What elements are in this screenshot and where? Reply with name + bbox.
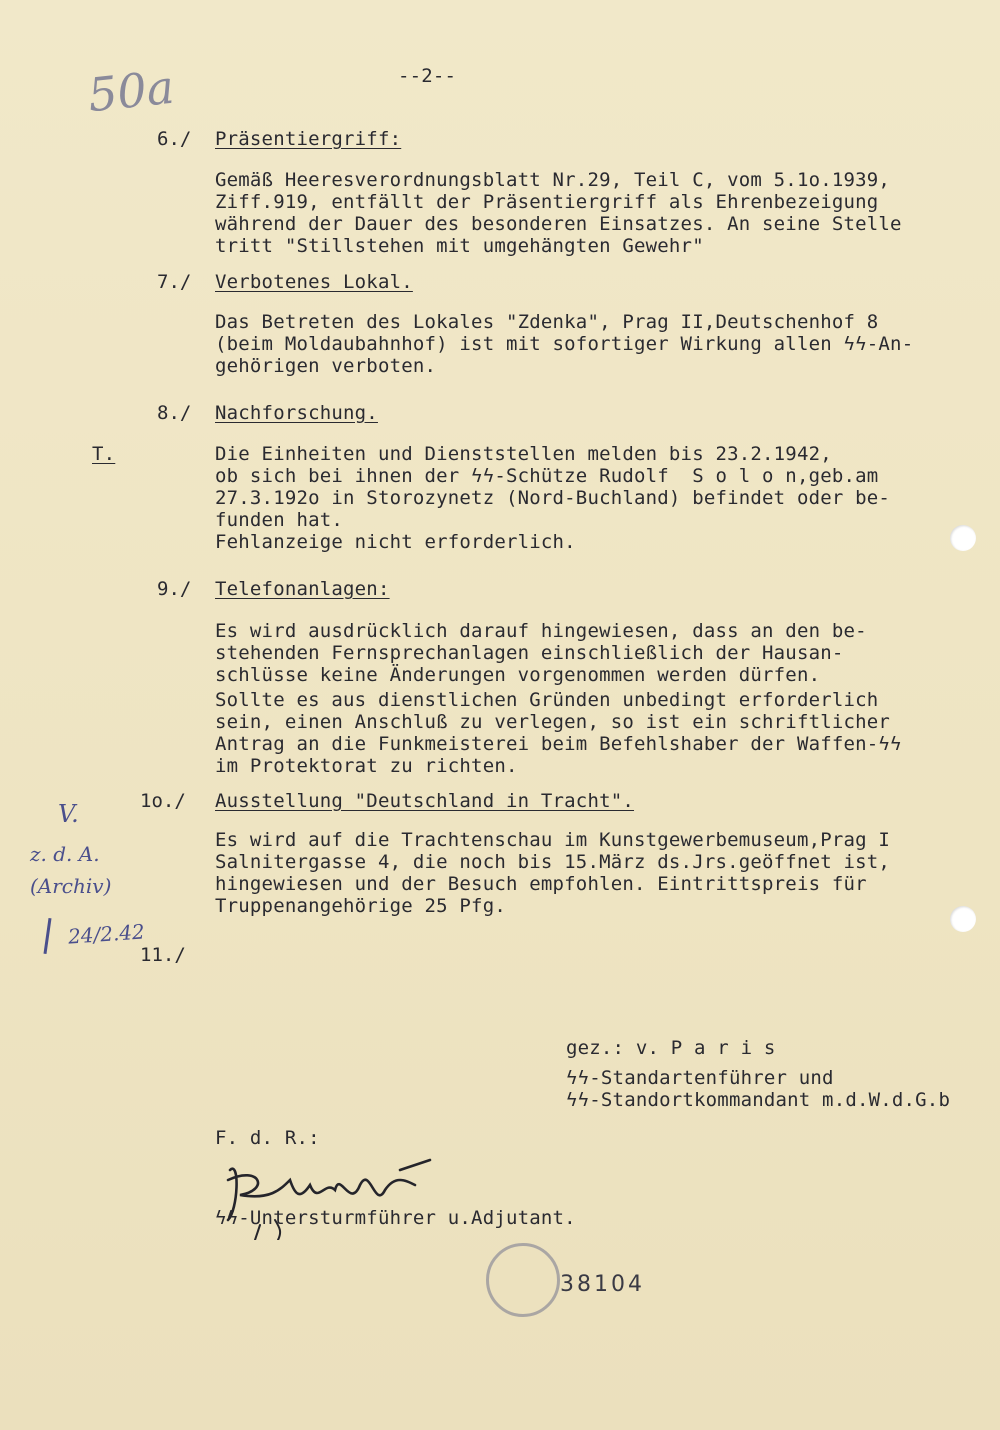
section-6-line-3: während der Dauer des besonderen Einsatzes. An seine Stelle xyxy=(215,213,902,235)
section-8-line-3: 27.3.192o in Storozynetz (Nord-Buchland) befindet oder be- xyxy=(215,487,891,509)
section-6-title: Präsentiergriff: xyxy=(215,128,402,150)
section-6-line-2: Ziff.919, entfällt der Präsentiergriff als Ehrenbezeigung xyxy=(215,191,879,213)
section-9-line-4: Sollte es aus dienstlichen Gründen unbedingt erforderlich xyxy=(215,689,879,711)
signature-line-rank: ϟϟ-Standartenführer und xyxy=(566,1067,834,1089)
archive-stamp-number: 38104 xyxy=(560,1272,645,1297)
section-9-line-5: sein, einen Anschluß zu verlegen, so ist ein schriftlicher xyxy=(215,711,891,733)
margin-note-date: 24/2.42 xyxy=(67,919,146,949)
section-10-line-4: Truppenangehörige 25 Pfg. xyxy=(215,895,506,917)
section-9-line-2: stehenden Fernsprechanlagen einschließlich der Hausan- xyxy=(215,642,844,664)
section-6-line-4: tritt "Stillstehen mit umgehängten Gewehr" xyxy=(215,235,704,257)
section-7-number: 7./ xyxy=(157,271,192,293)
section-10-line-2: Salnitergasse 4, die noch bis 15.März ds.Jrs.geöffnet ist, xyxy=(215,851,891,873)
section-7-title: Verbotenes Lokal. xyxy=(215,271,413,293)
section-9-line-6: Antrag an die Funkmeisterei beim Befehlshaber der Waffen-ϟϟ xyxy=(215,733,902,755)
section-9-number: 9./ xyxy=(157,578,192,600)
section-7-line-1: Das Betreten des Lokales "Zdenka", Prag II,Deutschenhof 8 xyxy=(215,311,879,333)
section-8-number: 8./ xyxy=(157,402,192,424)
section-6-number: 6./ xyxy=(157,128,192,150)
section-10-title: Ausstellung "Deutschland in Tracht". xyxy=(215,790,635,812)
section-8-marker: T. xyxy=(92,443,116,465)
archive-stamp xyxy=(486,1243,560,1317)
section-8-title: Nachforschung. xyxy=(215,402,378,424)
margin-note-archiv: (Archiv) xyxy=(30,874,112,898)
margin-note-zda: z. d. A. xyxy=(30,842,100,866)
section-9-line-7: im Protektorat zu richten. xyxy=(215,755,518,777)
section-10-line-1: Es wird auf die Trachtenschau im Kunstgewerbemuseum,Prag I xyxy=(215,829,891,851)
punch-hole-bottom xyxy=(950,906,976,932)
margin-note-bracket xyxy=(44,918,52,954)
section-8-line-1: Die Einheiten und Dienststellen melden bis 23.2.1942, xyxy=(215,443,832,465)
section-8-line-4: funden hat. xyxy=(215,509,344,531)
punch-hole-top xyxy=(950,525,976,551)
fdr-label: F. d. R.: xyxy=(215,1127,320,1149)
section-8-line-5: Fehlanzeige nicht erforderlich. xyxy=(215,531,576,553)
section-9-title: Telefonanlagen: xyxy=(215,578,390,600)
section-6-line-1: Gemäß Heeresverordnungsblatt Nr.29, Teil C, vom 5.1o.1939, xyxy=(215,169,891,191)
section-10-number: 1o./ xyxy=(140,790,186,812)
signature-line-title: ϟϟ-Standortkommandant m.d.W.d.G.b xyxy=(566,1089,951,1111)
section-7-line-2: (beim Moldaubahnhof) ist mit sofortiger Wirkung allen ϟϟ-An- xyxy=(215,333,914,355)
section-8-line-2: ob sich bei ihnen der ϟϟ-Schütze Rudolf S o l o n,geb.am xyxy=(215,465,879,487)
page-number: --2-- xyxy=(398,65,457,87)
handwritten-folio-mark: 50a xyxy=(85,59,177,123)
section-9-line-1: Es wird ausdrücklich darauf hingewiesen, dass an den be- xyxy=(215,620,867,642)
signature-line-gez: gez.: v. P a r i s xyxy=(566,1037,776,1059)
section-10-line-3: hingewiesen und der Besuch empfohlen. Eintrittspreis für xyxy=(215,873,867,895)
margin-note-v: V. xyxy=(58,800,79,828)
section-11-number: 11./ xyxy=(140,944,186,966)
section-9-line-3: schlüsse keine Änderungen vorgenommen werden dürfen. xyxy=(215,664,821,686)
fdr-title: ϟϟ-Untersturmführer u.Adjutant. xyxy=(215,1207,576,1229)
section-7-line-3: gehörigen verboten. xyxy=(215,355,437,377)
